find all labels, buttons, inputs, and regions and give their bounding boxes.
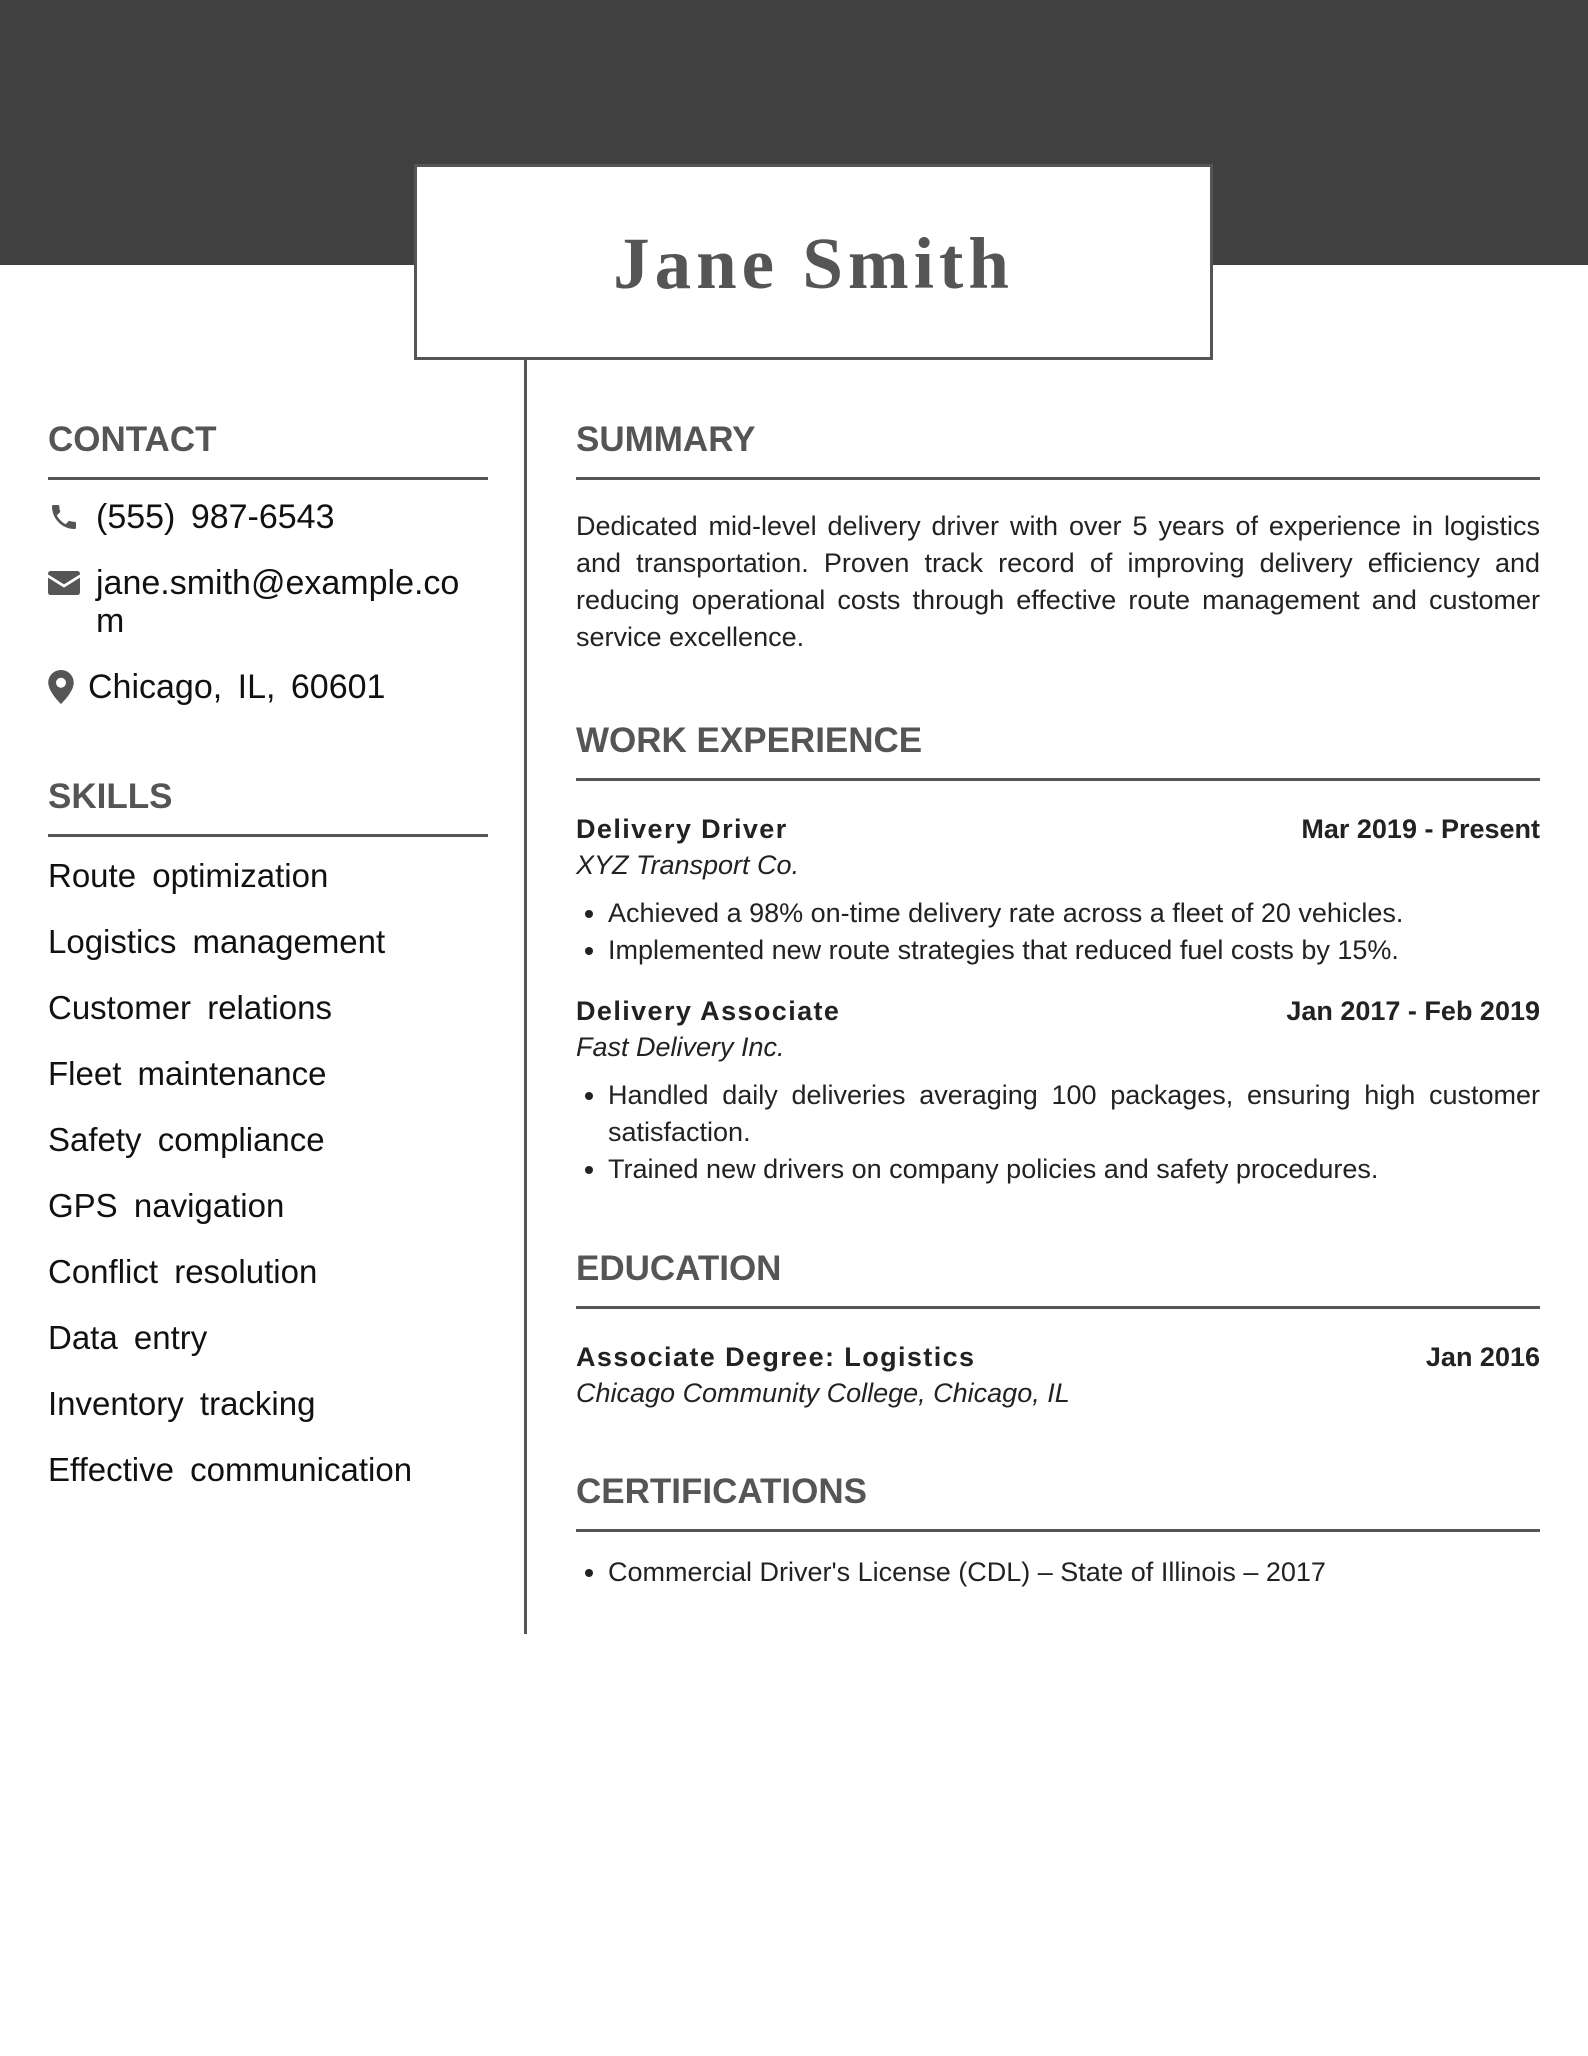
job-bullets xyxy=(576,1077,1540,1188)
skill-item: Safety compliance xyxy=(48,1121,325,1158)
job-header xyxy=(576,811,1540,847)
job-bullet: • Implemented new route strategies that reduced fuel costs by 15%. xyxy=(608,932,1540,969)
certifications-list xyxy=(576,1554,1540,1591)
job-entry xyxy=(576,811,1540,969)
skills-section xyxy=(48,772,488,1489)
education-heading: EDUCATION xyxy=(576,1249,782,1288)
work-experience-heading: WORK EXPERIENCE xyxy=(576,721,923,760)
contact-section xyxy=(48,415,488,706)
certifications-heading: CERTIFICATIONS xyxy=(576,1472,868,1511)
skill-item: Effective communication xyxy=(48,1451,413,1488)
job-title: Delivery Associate xyxy=(576,996,841,1026)
certifications-section xyxy=(576,1467,1540,1591)
skill-item: Logistics management xyxy=(48,923,386,960)
job-dates: Jan 2017 - Feb 2019 xyxy=(1286,996,1540,1026)
summary-rule xyxy=(576,477,1540,480)
contact-rule xyxy=(48,477,488,480)
certifications-rule xyxy=(576,1529,1540,1532)
education-section xyxy=(576,1244,1540,1411)
school: Chicago Community College, Chicago, IL xyxy=(576,1378,1070,1408)
job-title: Delivery Driver xyxy=(576,814,788,844)
summary-heading: SUMMARY xyxy=(576,420,756,459)
skills-heading: SKILLS xyxy=(48,777,173,816)
education-rule xyxy=(576,1306,1540,1309)
job-entry xyxy=(576,993,1540,1188)
job-bullets xyxy=(576,895,1540,969)
map-pin-icon xyxy=(48,668,88,706)
job-dates: Mar 2019 - Present xyxy=(1301,814,1540,844)
job-header xyxy=(576,993,1540,1029)
contact-location: Chicago, IL, 60601 xyxy=(88,668,386,706)
job-bullet: • Handled daily deliveries averaging 100 packages, ensuring high customer satisfaction. xyxy=(608,1077,1540,1151)
envelope-icon xyxy=(48,564,96,602)
contact-phone-row xyxy=(48,498,488,536)
phone-icon xyxy=(48,498,96,536)
skills-rule xyxy=(48,834,488,837)
skill-item: Inventory tracking xyxy=(48,1385,316,1422)
job-company: XYZ Transport Co. xyxy=(576,850,800,880)
contact-email: jane.smith@example.com xyxy=(96,564,460,640)
right-column xyxy=(576,415,1540,1591)
skill-item: Data entry xyxy=(48,1319,208,1356)
skill-item: GPS navigation xyxy=(48,1187,285,1224)
skill-item: Route optimization xyxy=(48,857,329,894)
left-column xyxy=(48,415,488,1517)
summary-section xyxy=(576,415,1540,656)
job-bullet: • Achieved a 98% on-time delivery rate across a fleet of 20 vehicles. xyxy=(608,895,1540,932)
contact-email-row xyxy=(48,564,488,640)
skill-item: Fleet maintenance xyxy=(48,1055,327,1092)
education-date: Jan 2016 xyxy=(1425,1342,1540,1372)
work-experience-section xyxy=(576,716,1540,1188)
contact-phone: (555) 987-6543 xyxy=(96,498,335,536)
education-header xyxy=(576,1339,1540,1375)
job-bullet: • Trained new drivers on company policies and safety procedures. xyxy=(608,1151,1540,1188)
job-company: Fast Delivery Inc. xyxy=(576,1032,785,1062)
skills-list xyxy=(48,857,488,1489)
candidate-name: Jane Smith xyxy=(613,223,1014,304)
contact-list xyxy=(48,498,488,706)
contact-heading: CONTACT xyxy=(48,420,217,459)
work-experience-rule xyxy=(576,778,1540,781)
degree: Associate Degree: Logistics xyxy=(576,1342,976,1372)
name-box xyxy=(414,164,1213,360)
skill-item: Customer relations xyxy=(48,989,332,1026)
skill-item: Conflict resolution xyxy=(48,1253,318,1290)
column-divider xyxy=(524,360,527,1634)
certification-item: • Commercial Driver's License (CDL) – State of Illinois – 2017 xyxy=(608,1554,1540,1591)
contact-location-row xyxy=(48,668,488,706)
education-entry xyxy=(576,1339,1540,1411)
summary-text: Dedicated mid-level delivery driver with over 5 years of experience in logistics and transportation. Proven track record of improving delivery efficiency and reducing operational costs through effective route management and customer service excellence. xyxy=(576,511,1540,652)
